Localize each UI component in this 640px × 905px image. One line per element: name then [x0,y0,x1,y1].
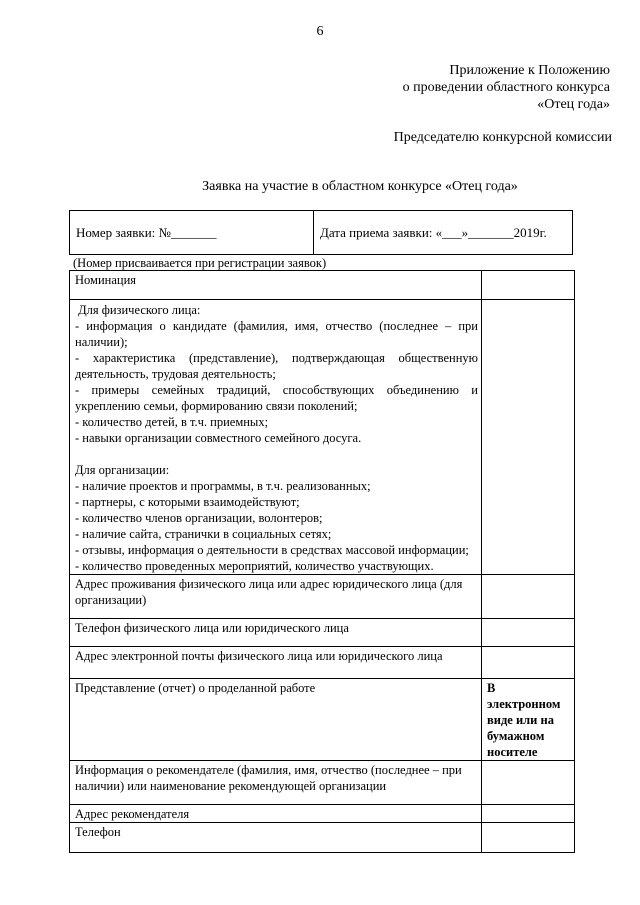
table-row [70,300,575,575]
requirements-value-cell [482,300,575,575]
list-item: - количество членов организации, волонтеров; [75,511,323,525]
address-label: Адрес проживания физического лица или адрес юридического лица (для организации) [70,575,482,619]
recommender-info-value-cell [482,761,575,805]
page-number: 6 [316,24,324,39]
table-row [70,271,575,300]
receipt-date-field: Дата приема заявки: «___»_______2019г. [320,224,547,240]
address-value-cell [482,575,575,619]
table-row [70,805,575,823]
recommender-phone-label: Телефон [70,823,482,853]
report-label: Представление (отчет) о проделанной работе [70,679,482,761]
nomination-label: Номинация [70,271,482,300]
email-value-cell [482,647,575,679]
list-item: - наличие сайта, странички в социальных сетях; [75,527,332,541]
phone-label: Телефон физического лица или юридического лица [70,619,482,647]
phone-value-cell [482,619,575,647]
list-item: - отзывы, информация о деятельности в средствах массовой информации; [75,543,469,557]
list-item: - количество детей, в т.ч. приемных; [75,415,269,429]
table-row [70,679,575,761]
application-header-table [69,210,573,255]
table-row [70,823,575,853]
list-item: - количество проведенных мероприятий, количество участвующих. [75,559,434,573]
list-item: - примеры семейных традиций, способствующих объединению и укреплению семьи, формированию связи поколений; [75,383,478,413]
table-row [70,647,575,679]
table-row [70,575,575,619]
list-item: - партнеры, с которыми взаимодействуют; [75,495,300,509]
list-item: - характеристика (представление), подтверждающая общественную деятельность, трудовая деятельность; [75,351,478,381]
list-item: - информация о кандидате (фамилия, имя, отчество (последнее – при наличии); [75,319,478,349]
individual-heading: Для физического лица: [75,303,201,317]
recommender-info-label: Информация о рекомендателе (фамилия, имя, отчество (последнее – при наличии) или наименование рекомендующей организации [70,761,482,805]
email-label: Адрес электронной почты физического лица или юридического лица [70,647,482,679]
spacer [75,446,478,462]
nomination-value-cell [482,271,575,300]
document-title: Заявка на участие в областном конкурсе «Отец года» [202,179,518,194]
list-item: - наличие проектов и программы, в т.ч. реализованных; [75,479,371,493]
report-format-note: В электронном виде или на бумажном носителе [482,679,575,761]
recommender-address-label: Адрес рекомендателя [70,805,482,823]
recommender-address-value-cell [482,805,575,823]
recommender-phone-value-cell [482,823,575,853]
organization-heading: Для организации: [75,463,170,477]
appendix-heading: Приложение к Положению о проведении областного конкурса «Отец года» [402,63,610,112]
application-number-field: Номер заявки: №_______ [70,211,314,254]
requirements-cell [70,300,482,575]
list-item: - навыки организации совместного семейного досуга. [75,431,362,445]
table-row [70,619,575,647]
registration-note: (Номер присваивается при регистрации заявок) [73,256,327,270]
application-form-table [69,270,575,853]
addressee: Председателю конкурсной комиссии [393,130,612,145]
table-row [70,761,575,805]
